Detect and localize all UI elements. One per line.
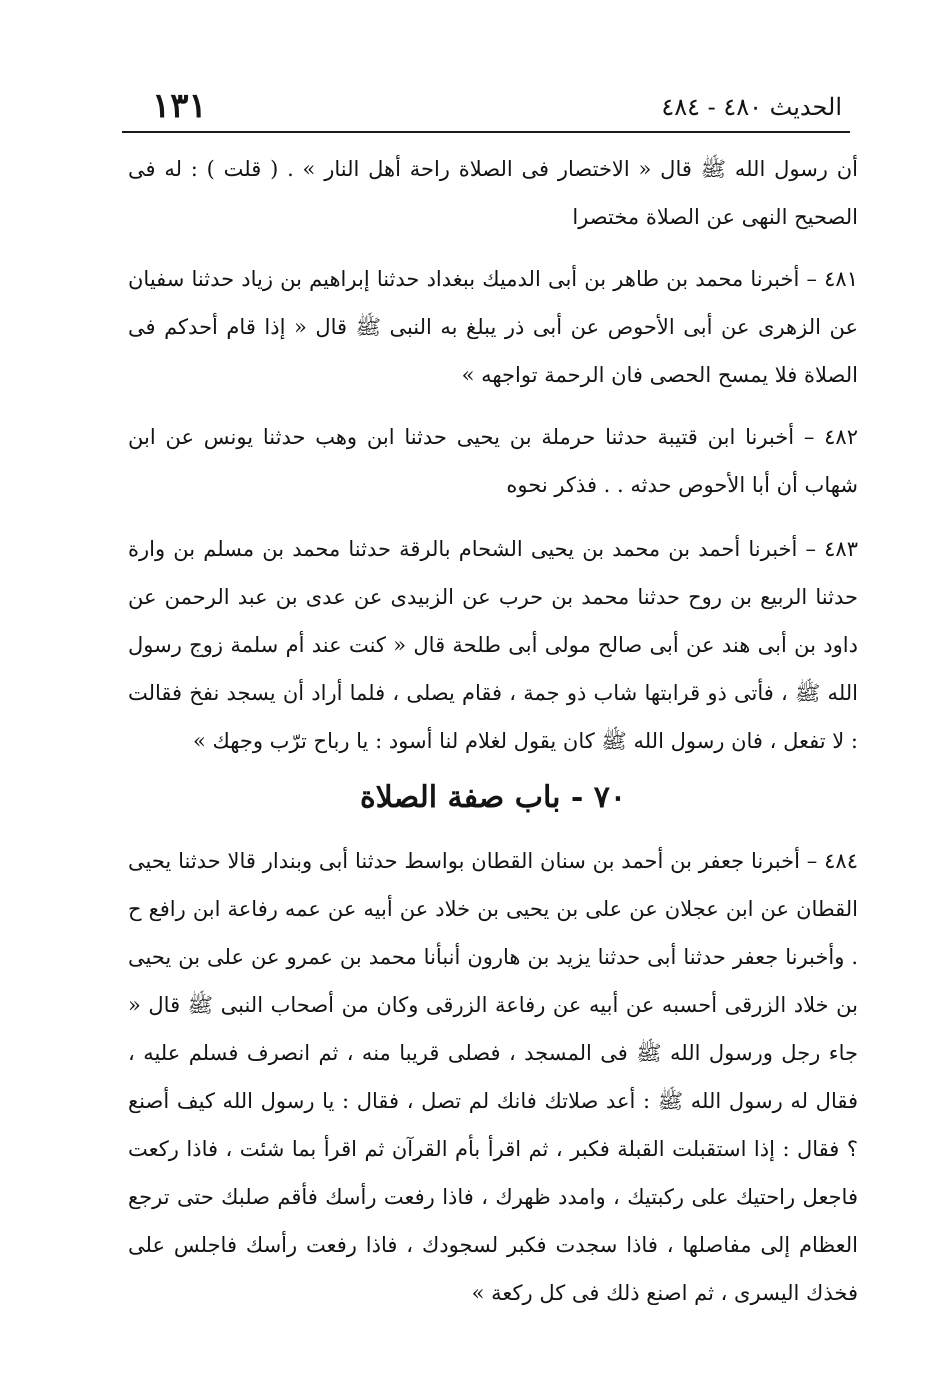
- paragraph-intro: أن رسول الله ﷺ قال « الاختصار فى الصلاة راحة أهل النار » . ( قلت ) : له فى الصحيح النهى عن الصلاة مختصرا: [128, 157, 858, 229]
- running-head: الحديث ٤٨٠ - ٤٨٤: [661, 93, 842, 121]
- page-number: ١٣١: [152, 86, 207, 126]
- hadith-481: ٤٨١ – أخبرنا محمد بن طاهر بن أبى الدميك ببغداد حدثنا إبراهيم بن زياد حدثنا سفيان عن الزهرى عن أبى الأحوص عن أبى ذر يبلغ به النبى ﷺ قال « إذا قام أحدكم فى الصلاة فلا يمسح الحصى فان الرحمة تواجهه »: [128, 267, 858, 387]
- hadith-483: ٤٨٣ – أخبرنا أحمد بن محمد بن يحيى الشحام بالرقة حدثنا محمد بن مسلم بن وارة حدثنا الربيع بن روح حدثنا محمد بن حرب عن الزبيدى عن عدى بن عبد الرحمن عن داود بن أبى هند عن أبى صالح مولى أبى طلحة قال « كنت عند أم سلمة زوج رسول الله ﷺ ، فأتى ذو قرابتها شاب ذو جمة ، فقام يصلى ، فلما أراد أن يسجد نفخ فقالت : لا تفعل ، فان رسول الله ﷺ كان يقول لغلام لنا أسود : يا رباح ترّب وجهك »: [128, 537, 858, 753]
- hadith-482: ٤٨٢ – أخبرنا ابن قتيبة حدثنا حرملة بن يحيى حدثنا ابن وهب حدثنا يونس عن ابن شهاب أن أبا الأحوص حدثه . . فذكر نحوه: [128, 425, 858, 497]
- hadith-484: ٤٨٤ – أخبرنا جعفر بن أحمد بن سنان القطان بواسط حدثنا أبى وبندار قالا حدثنا يحيى القطان عن ابن عجلان عن على بن يحيى بن خلاد عن أبيه عن عمه رفاعة ابن رافع ح . وأخبرنا جعفر حدثنا أبى حدثنا يزيد بن هارون أنبأنا محمد بن عمرو عن على بن يحيى بن خلاد الزرقى أحسبه عن أبيه عن رفاعة الزرقى وكان من أصحاب النبى ﷺ قال « جاء رجل ورسول الله ﷺ فى المسجد ، فصلى قريبا منه ، ثم انصرف فسلم عليه ، فقال له رسول الله ﷺ : أعد صلاتك فانك لم تصل ، فقال : يا رسول الله كيف أصنع ؟ فقال : إذا استقبلت القبلة فكبر ، ثم اقرأ بأم القرآن ثم اقرأ بما شئت ، فاذا ركعت فاجعل راحتيك على ركبتيك ، وامدد ظهرك ، فاذا رفعت رأسك فأقم صلبك حتى ترجع العظام إلى مفاصلها ، فاذا سجدت فكبر لسجودك ، فاذا رفعت رأسك فاجلس على فخذك اليسرى ، ثم اصنع ذلك فى كل ركعة »: [128, 849, 858, 1305]
- chapter-title: ٧٠ - باب صفة الصلاة: [359, 780, 627, 815]
- page-header: [122, 78, 842, 130]
- header-rule: [122, 131, 850, 133]
- page-body: [128, 145, 858, 1317]
